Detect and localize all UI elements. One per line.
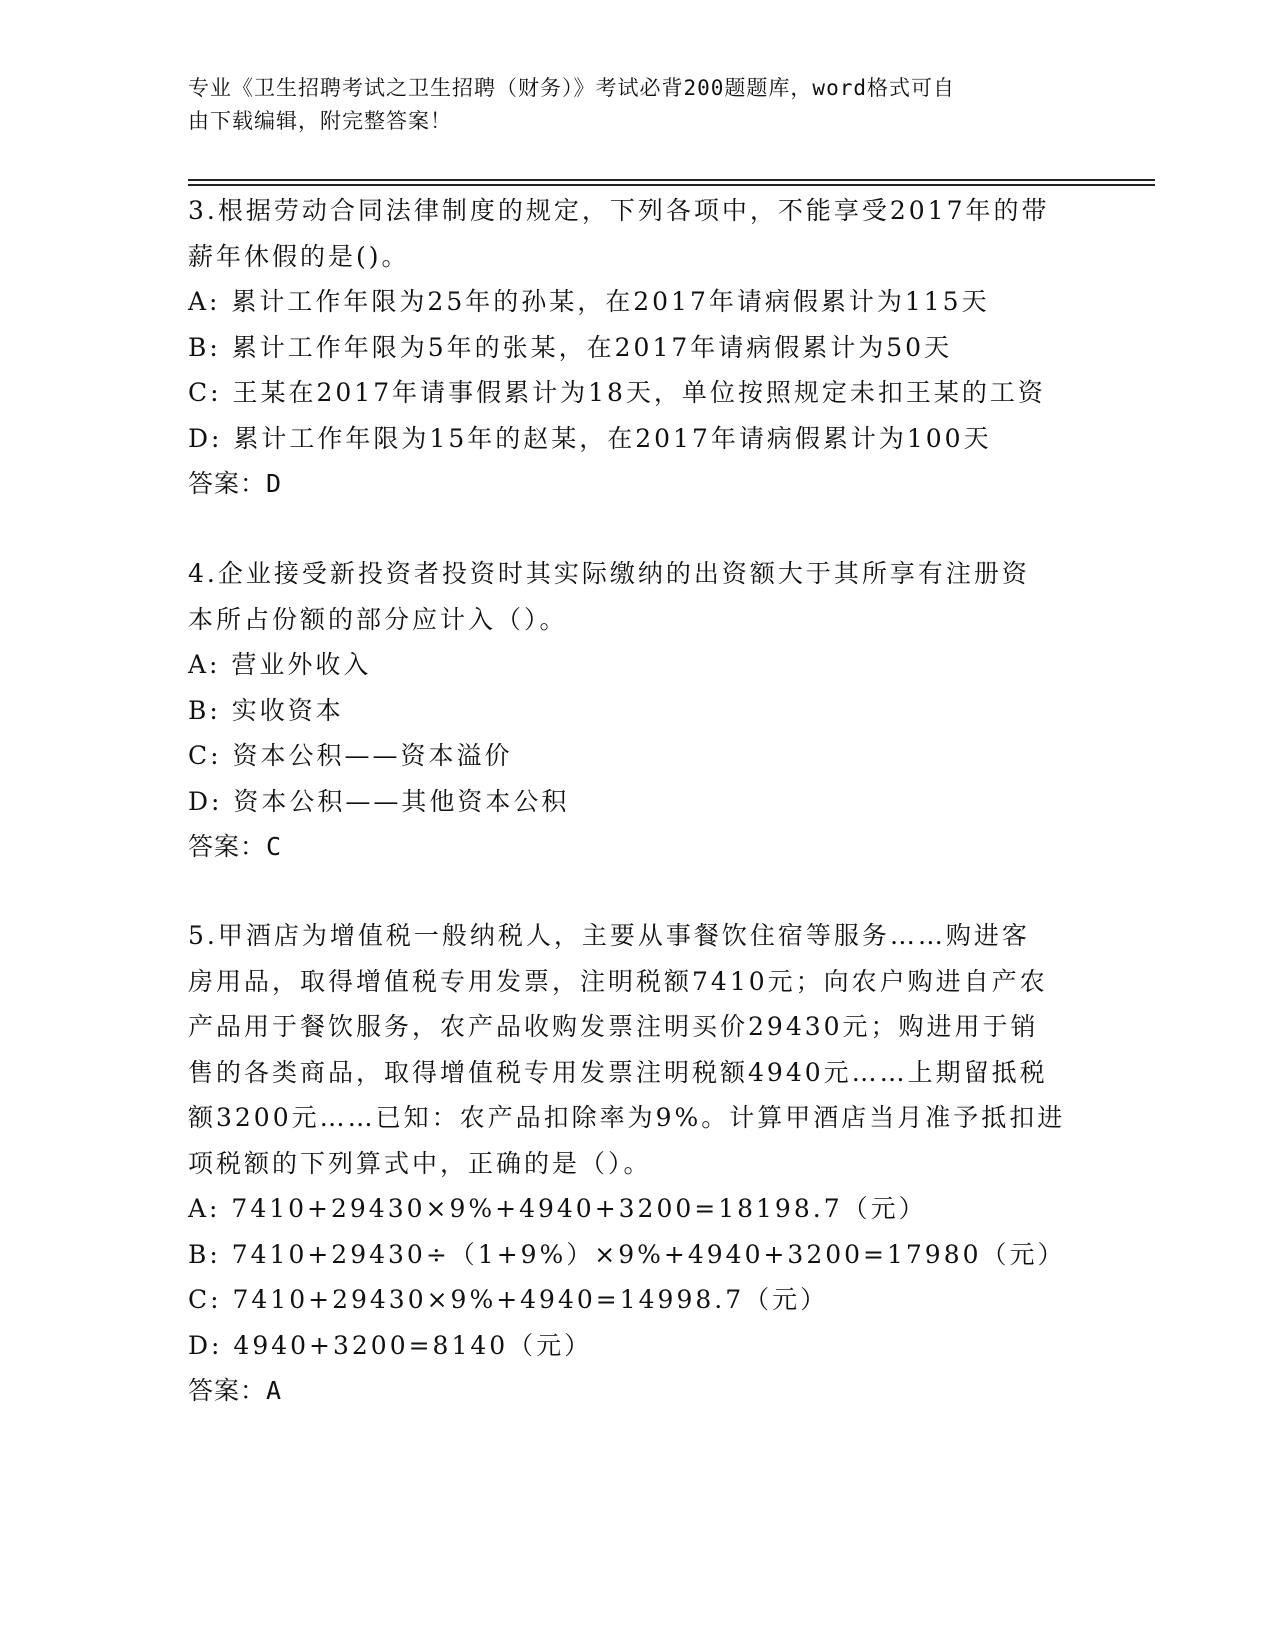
question-stem-line: 本所占份额的部分应计入（）。 [188,604,568,634]
option-d: D: 累计工作年限为15年的赵某，在2017年请病假累计为100天 [188,423,992,453]
question-stem-line: 售的各类商品，取得增值税专用发票注明税额4940元……上期留抵税 [188,1057,1048,1087]
header-divider-bottom [188,184,1155,186]
question-stem-line: 薪年休假的是()。 [188,241,410,271]
option-c: C: 7410+29430×9%+4940=14998.7（元） [188,1285,829,1314]
option-d: D: 资本公积——其他资本公积 [188,786,570,816]
option-b: B: 累计工作年限为5年的张某，在2017年请病假累计为50天 [188,332,953,362]
answer-label: 答案：C [188,832,283,861]
header-line-1: 专业《卫生招聘考试之卫生招聘（财务）》考试必背200题题库，word格式可自 [188,76,955,100]
question-stem-line: 3.根据劳动合同法律制度的规定，下列各项中，不能享受2017年的带 [188,196,1050,225]
header-divider-top [188,179,1155,181]
option-c: C: 资本公积——资本溢价 [188,741,513,770]
option-b: B: 7410+29430÷（1+9%）×9%+4940+3200=17980（元） [188,1239,1066,1269]
question-stem-line: 额3200元……已知：农产品扣除率为9%。计算甲酒店当月准予抵扣进 [188,1103,1066,1132]
question-4 [188,551,1088,870]
option-c: C: 王某在2017年请事假累计为18天，单位按照规定未扣王某的工资 [188,378,1046,407]
question-stem-line: 5.甲酒店为增值税一般纳税人，主要从事餐饮住宿等服务……购进客 [188,921,1030,950]
answer-label: 答案：A [188,1376,283,1405]
option-a: A: 7410+29430×9%+4940+3200=18198.7（元） [188,1194,927,1223]
header-line-2: 由下载编辑，附完整答案！ [188,109,452,133]
question-stem-line: 产品用于餐饮服务，农产品收购发票注明买价29430元；购进用于销 [188,1012,1039,1041]
question-3 [188,188,1088,507]
answer-label: 答案：D [188,469,283,498]
option-a: A: 营业外收入 [188,650,372,679]
question-5 [188,913,1088,1414]
option-d: D: 4940+3200=8140（元） [188,1330,593,1360]
option-a: A: 累计工作年限为25年的孙某，在2017年请病假累计为115天 [188,287,990,316]
option-b: B: 实收资本 [188,695,344,725]
document-header [188,72,1088,138]
question-stem-line: 项税额的下列算式中，正确的是（）。 [188,1148,652,1178]
question-stem-line: 4.企业接受新投资者投资时其实际缴纳的出资额大于其所享有注册资 [188,559,1030,588]
question-stem-line: 房用品，取得增值税专用发票，注明税额7410元；向农户购进自产农 [188,966,1048,996]
